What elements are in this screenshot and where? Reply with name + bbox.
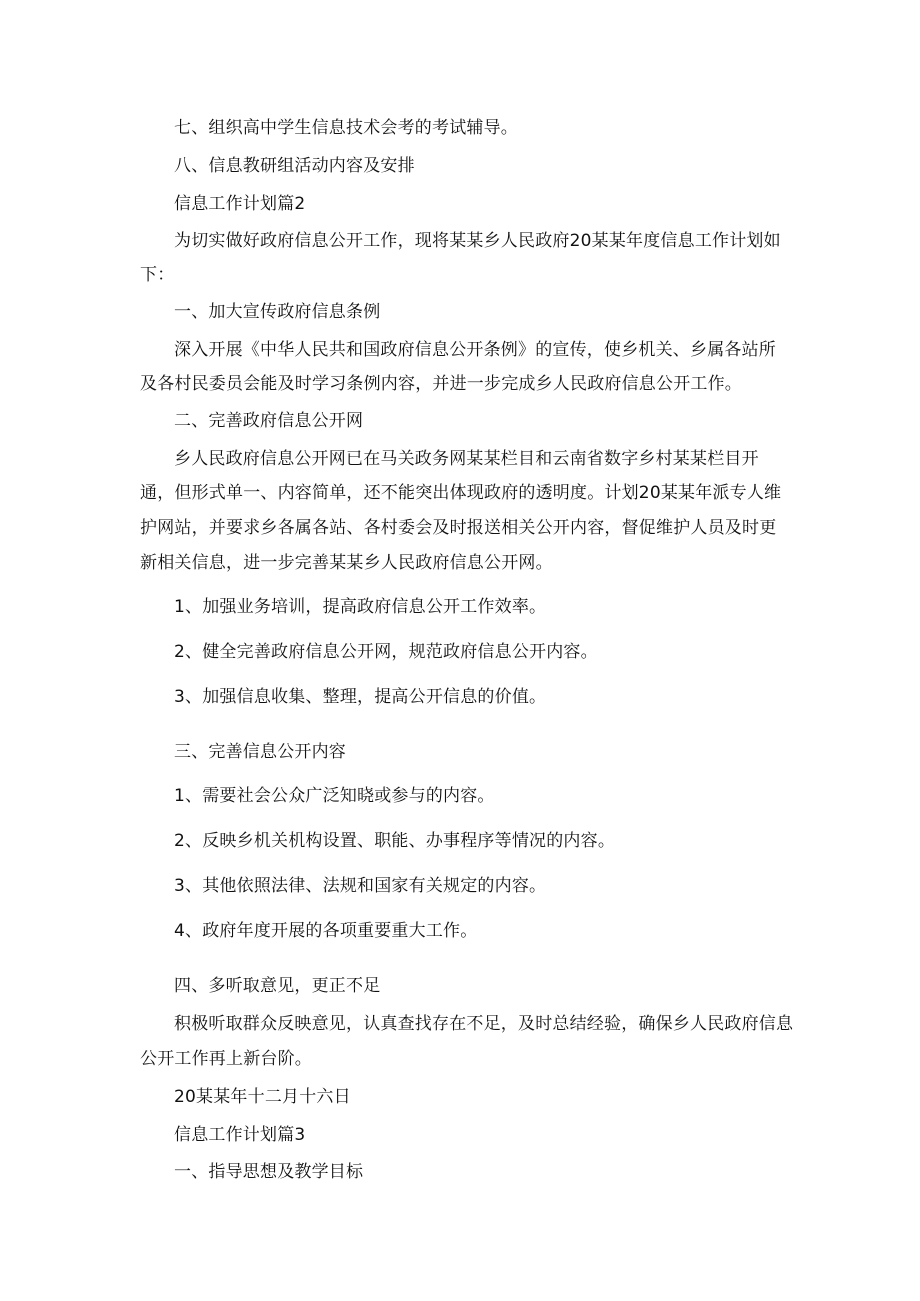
paragraph-two-line-2: 通，但形式单一、内容简单，还不能突出体现政府的透明度。计划20某某年派专人维 bbox=[140, 483, 782, 503]
heading-one: 一、加大宣传政府信息条例 bbox=[174, 302, 381, 322]
item-seven: 七、组织高中学生信息技术会考的考试辅导。 bbox=[174, 118, 518, 138]
list-item-2-3: 3、加强信息收集、整理，提高公开信息的价值。 bbox=[174, 687, 547, 707]
section-title-plan-3: 信息工作计划篇3 bbox=[174, 1125, 306, 1145]
heading-three: 三、完善信息公开内容 bbox=[174, 742, 346, 762]
paragraph-one-line-2: 及各村民委员会能及时学习条例内容，并进一步完成乡人民政府信息公开工作。 bbox=[140, 374, 742, 394]
paragraph-one-line-1: 深入开展《中华人民共和国政府信息公开条例》的宣传，使乡机关、乡属各站所 bbox=[174, 340, 776, 360]
item-eight-heading: 八、信息教研组活动内容及安排 bbox=[174, 156, 415, 176]
list-item-2-1: 1、加强业务培训，提高政府信息公开工作效率。 bbox=[174, 597, 547, 617]
paragraph-four-line-2: 公开工作再上新台阶。 bbox=[140, 1049, 312, 1069]
date-line: 20某某年十二月十六日 bbox=[174, 1087, 351, 1107]
intro-paragraph-line-2: 下： bbox=[140, 265, 175, 285]
heading-four: 四、多听取意见，更正不足 bbox=[174, 976, 381, 996]
paragraph-two-line-4: 新相关信息，进一步完善某某乡人民政府信息公开网。 bbox=[140, 553, 553, 573]
heading-guiding-ideology: 一、指导思想及教学目标 bbox=[174, 1162, 364, 1182]
paragraph-four-line-1: 积极听取群众反映意见，认真查找存在不足，及时总结经验，确保乡人民政府信息 bbox=[174, 1014, 794, 1034]
list-item-3-2: 2、反映乡机关机构设置、职能、办事程序等情况的内容。 bbox=[174, 831, 616, 851]
list-item-3-4: 4、政府年度开展的各项重要重大工作。 bbox=[174, 921, 478, 941]
section-title-plan-2: 信息工作计划篇2 bbox=[174, 194, 306, 214]
list-item-3-3: 3、其他依照法律、法规和国家有关规定的内容。 bbox=[174, 876, 547, 896]
list-item-2-2: 2、健全完善政府信息公开网，规范政府信息公开内容。 bbox=[174, 642, 598, 662]
intro-paragraph-line-1: 为切实做好政府信息公开工作，现将某某乡人民政府20某某年度信息工作计划如 bbox=[174, 231, 781, 251]
paragraph-two-line-1: 乡人民政府信息公开网已在马关政务网某某栏目和云南省数字乡村某某栏目开 bbox=[174, 449, 759, 469]
paragraph-two-line-3: 护网站，并要求乡各属各站、各村委会及时报送相关公开内容，督促维护人员及时更 bbox=[140, 518, 777, 538]
heading-two: 二、完善政府信息公开网 bbox=[174, 411, 364, 431]
list-item-3-1: 1、需要社会公众广泛知晓或参与的内容。 bbox=[174, 786, 495, 806]
